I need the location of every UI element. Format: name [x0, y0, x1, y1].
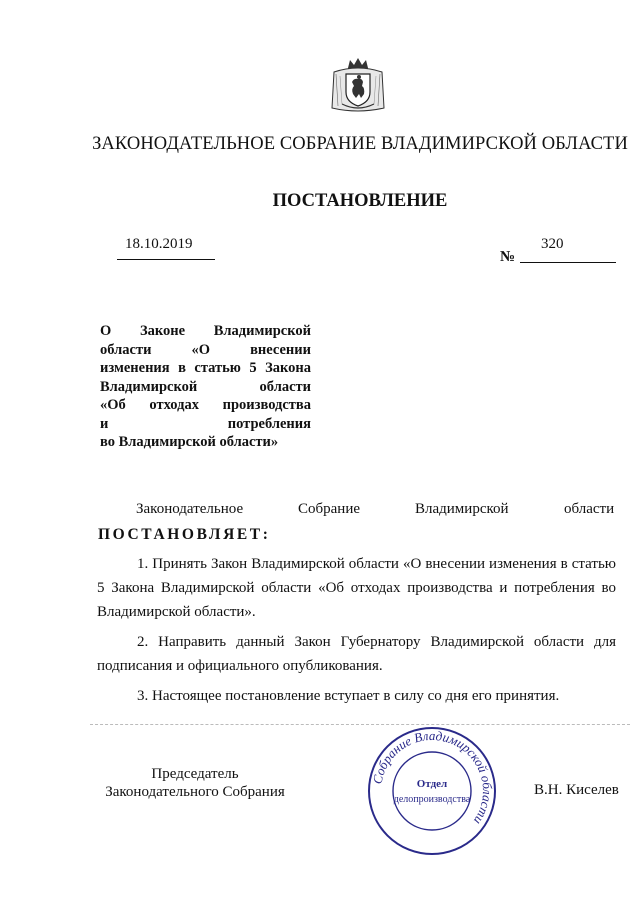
- intro-word: Законодательное: [136, 501, 244, 517]
- body-paragraph: 2. Направить данный Закон Губернатору Владимирской области для подписания и официального опубликования.: [97, 634, 616, 674]
- subject-line: изменения в статью 5 Закона: [100, 360, 311, 376]
- signatory-title-line2: Законодательного Собрания: [105, 784, 285, 800]
- subject-line: области «О внесении: [100, 341, 311, 358]
- subject-line: и потребления: [100, 415, 311, 432]
- stamp-center-line1: Отдел: [416, 778, 448, 790]
- number-sign: №: [500, 249, 516, 265]
- document-date: 18.10.2019: [125, 236, 193, 252]
- subject-line: Владимирской области: [100, 378, 311, 395]
- subject-line: О Законе Владимирской: [100, 323, 311, 339]
- subject-line: «Об отходах производства: [100, 397, 311, 413]
- stamp-center-line2: делопроизводства: [393, 794, 471, 805]
- separator-line: [90, 724, 630, 725]
- signatory-title-line1: Председатель: [151, 766, 239, 782]
- intro-word: области: [564, 501, 615, 517]
- body-paragraph: 1. Принять Закон Владимирской области «О внесении изменения в статью 5 Закона Владимирской области «Об отходах производства и потребления во Владимирской области».: [97, 556, 616, 620]
- resolves-heading: ПОСТАНОВЛЯЕТ:: [98, 526, 271, 543]
- signatory-name: В.Н. Киселев: [534, 782, 619, 798]
- document-type: ПОСТАНОВЛЕНИЕ: [272, 191, 448, 211]
- official-stamp: [366, 725, 498, 857]
- document-number: 320: [541, 236, 564, 252]
- organization-title: ЗАКОНОДАТЕЛЬНОЕ СОБРАНИЕ ВЛАДИМИРСКОЙ ОБЛАСТИ: [92, 134, 628, 154]
- signatory-title: [100, 765, 290, 801]
- document-body: [97, 552, 616, 708]
- coat-of-arms-icon: [328, 56, 388, 114]
- intro-word: Владимирской: [415, 501, 509, 517]
- date-underline: [117, 259, 215, 260]
- intro-word: Собрание: [298, 501, 361, 517]
- stamp-ring-text: Собрание Владимирской области: [369, 727, 496, 828]
- subject-line: во Владимирской области»: [100, 434, 279, 450]
- number-underline: [520, 262, 616, 263]
- document-subject: [100, 322, 311, 452]
- body-paragraph: 3. Настоящее постановление вступает в силу со дня его принятия.: [137, 688, 560, 704]
